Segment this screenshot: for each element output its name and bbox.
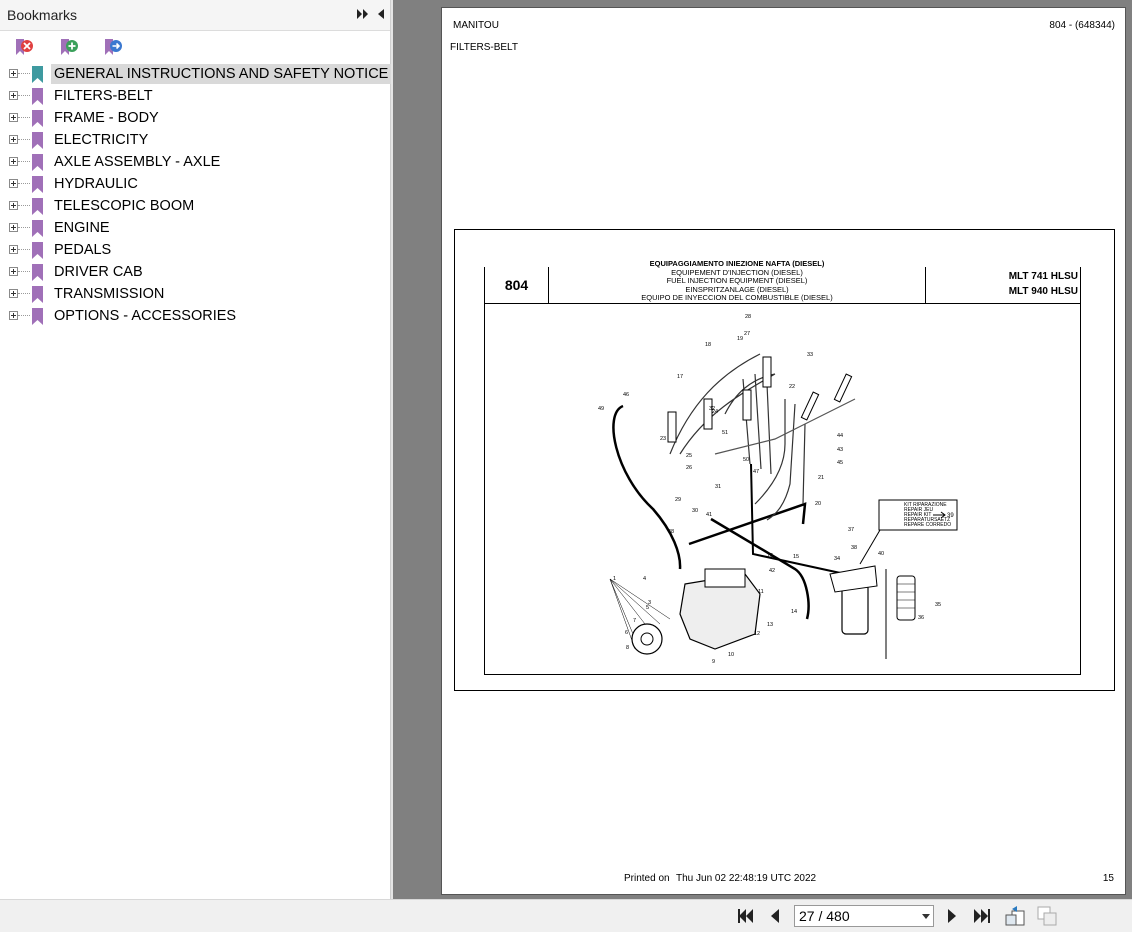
part-number-label: 6 xyxy=(625,630,629,636)
figure-models xyxy=(925,267,1082,303)
figure-header xyxy=(484,259,1081,303)
bookmark-icon xyxy=(31,154,44,171)
expand-panel-icon[interactable] xyxy=(356,7,370,21)
page-selector[interactable] xyxy=(794,905,934,927)
bookmark-item[interactable] xyxy=(0,107,390,129)
part-number-label: 19 xyxy=(737,336,744,342)
bookmark-icon xyxy=(31,176,44,193)
bookmark-item[interactable] xyxy=(0,305,390,327)
part-number-label: 28 xyxy=(745,314,752,320)
printed-date: Thu Jun 02 22:48:19 UTC 2022 xyxy=(676,873,817,884)
bookmarks-title: Bookmarks xyxy=(7,7,78,23)
navigation-bar xyxy=(0,899,1132,932)
bookmark-label[interactable]: ENGINE xyxy=(54,220,110,236)
bookmark-item[interactable] xyxy=(0,261,390,283)
expand-plus-icon[interactable] xyxy=(9,135,18,144)
bookmark-label[interactable]: OPTIONS - ACCESSORIES xyxy=(54,308,237,324)
bookmark-item[interactable] xyxy=(0,195,390,217)
tree-connector xyxy=(18,73,30,74)
part-number-label: 7 xyxy=(633,618,637,624)
figure-title: EINSPRITZANLAGE (DIESEL) xyxy=(685,284,789,294)
bookmark-label[interactable]: TELESCOPIC BOOM xyxy=(54,198,195,214)
bookmarks-header xyxy=(0,0,390,31)
part-number-label: 26 xyxy=(686,465,693,471)
part-number-label: 36 xyxy=(918,615,925,621)
bookmark-icon xyxy=(31,88,44,105)
figure-number: 804 xyxy=(485,267,549,303)
tree-connector xyxy=(18,95,30,96)
fuel-hose xyxy=(689,504,805,544)
part-number-label: 5 xyxy=(646,605,650,611)
expand-plus-icon[interactable] xyxy=(9,201,18,210)
expand-plus-icon[interactable] xyxy=(9,223,18,232)
part-number-label: 40 xyxy=(878,551,885,557)
fuel-injection-diagram xyxy=(484,303,1081,675)
expand-plus-icon[interactable] xyxy=(9,113,18,122)
bookmark-label[interactable]: GENERAL INSTRUCTIONS AND SAFETY NOTICE xyxy=(51,64,391,84)
part-number-label: 34 xyxy=(834,556,841,562)
page-section: FILTERS-BELT xyxy=(450,42,518,53)
bookmark-item[interactable] xyxy=(0,217,390,239)
add-bookmark-icon[interactable] xyxy=(58,36,80,58)
go-back-view-icon[interactable] xyxy=(1004,905,1026,932)
expand-plus-icon[interactable] xyxy=(9,157,18,166)
figure-title: EQUIPEMENT D'INJECTION (DIESEL) xyxy=(671,267,803,277)
kit-label: REPAIR KIT xyxy=(904,512,932,518)
part-number-label: 11 xyxy=(758,589,764,595)
tree-connector xyxy=(18,227,30,228)
page-number: 15 xyxy=(1102,873,1114,884)
part-number-label: 41 xyxy=(706,512,713,518)
expand-plus-icon[interactable] xyxy=(9,311,18,320)
tree-connector xyxy=(18,315,30,316)
page-brand: MANITOU xyxy=(453,20,499,31)
part-number-label: 18 xyxy=(705,342,712,348)
bookmark-item[interactable] xyxy=(0,85,390,107)
part-number-label: 38 xyxy=(851,545,858,551)
part-number-label: 29 xyxy=(675,497,682,503)
part-number-label: 15 xyxy=(793,554,800,560)
bookmark-item[interactable] xyxy=(0,283,390,305)
bookmark-icon xyxy=(31,308,44,325)
part-number-label: 27 xyxy=(744,331,751,337)
bookmark-item[interactable] xyxy=(0,129,390,151)
part-number-label: 25 xyxy=(686,453,693,459)
go-forward-view-icon[interactable] xyxy=(1036,905,1058,932)
figure-title: EQUIPAGGIAMENTO INIEZIONE NAFTA (DIESEL) xyxy=(649,259,825,268)
part-number-label: 10 xyxy=(728,652,735,658)
figure-frame xyxy=(454,229,1115,691)
kit-label: REPARE CORREDO xyxy=(904,522,952,528)
part-number-label: 1 xyxy=(613,576,617,582)
tree-connector xyxy=(18,293,30,294)
part-number-label: 14 xyxy=(791,609,798,615)
tree-connector xyxy=(18,249,30,250)
part-number-label: 32 xyxy=(709,406,716,412)
printed-label: Printed on xyxy=(624,873,670,884)
bookmark-label[interactable]: PEDALS xyxy=(54,242,112,258)
part-number-label: 24 xyxy=(712,409,719,415)
bookmark-label[interactable]: DRIVER CAB xyxy=(54,264,143,280)
kit-label: REPAIR JEU xyxy=(904,507,934,513)
figure-title: EQUIPO DE INYECCION DEL COMBUSTIBLE (DIESEL) xyxy=(641,293,833,302)
first-page-icon[interactable] xyxy=(736,907,754,930)
bookmark-item[interactable] xyxy=(0,151,390,173)
bookmarks-panel xyxy=(0,0,391,899)
bookmark-icon xyxy=(31,66,44,83)
bookmark-tree xyxy=(0,63,390,327)
bookmark-label[interactable]: FRAME - BODY xyxy=(54,110,159,126)
part-number-label: 33 xyxy=(807,352,814,358)
expand-plus-icon[interactable] xyxy=(9,179,18,188)
bookmark-icon xyxy=(31,132,44,149)
part-number-label: 49 xyxy=(598,406,605,412)
previous-page-icon[interactable] xyxy=(768,907,782,930)
part-number-label: 13 xyxy=(767,622,774,628)
part-number-label: 31 xyxy=(715,484,722,490)
part-number-label: 42 xyxy=(769,568,776,574)
bookmark-icon xyxy=(31,242,44,259)
bookmark-icon xyxy=(31,286,44,303)
collapse-panel-icon[interactable] xyxy=(374,7,388,21)
part-number-label: 9 xyxy=(712,659,716,665)
part-number-label: 22 xyxy=(789,384,796,390)
part-number-label: 30 xyxy=(692,508,699,514)
bookmark-icon xyxy=(31,198,44,215)
pdf-page xyxy=(441,7,1126,895)
expand-plus-icon[interactable] xyxy=(9,91,18,100)
last-page-icon[interactable] xyxy=(973,907,991,930)
part-number-label: 20 xyxy=(815,501,822,507)
tree-connector xyxy=(18,271,30,272)
part-number-label: 44 xyxy=(837,433,844,439)
bookmark-label[interactable]: TRANSMISSION xyxy=(54,286,165,302)
part-number-label: 50 xyxy=(743,457,750,463)
bookmark-label[interactable]: FILTERS-BELT xyxy=(54,88,153,104)
expand-plus-icon[interactable] xyxy=(9,69,18,78)
page-number-input[interactable] xyxy=(799,907,909,925)
kit-label: KIT RIPARAZIONE xyxy=(904,502,947,508)
tree-connector xyxy=(18,139,30,140)
part-number-label: 47 xyxy=(753,469,760,475)
bookmark-icon xyxy=(31,110,44,127)
part-number-label: 35 xyxy=(935,602,942,608)
bookmark-label[interactable]: ELECTRICITY xyxy=(54,132,149,148)
bookmark-item[interactable] xyxy=(0,63,390,85)
part-number-label: 23 xyxy=(660,436,667,442)
chevron-down-icon[interactable] xyxy=(922,914,930,919)
bookmark-item[interactable] xyxy=(0,173,390,195)
tree-connector xyxy=(18,183,30,184)
model-label: MLT 940 HLSU xyxy=(1008,286,1078,297)
tree-connector xyxy=(18,117,30,118)
bookmark-label[interactable]: AXLE ASSEMBLY - AXLE xyxy=(54,154,221,170)
kit-label: REPARATURSAETZ xyxy=(904,517,951,523)
bookmarks-toolbar xyxy=(0,31,390,63)
bookmark-label[interactable]: HYDRAULIC xyxy=(54,176,138,192)
bookmark-icon xyxy=(31,220,44,237)
part-number-label: 4 xyxy=(643,576,647,582)
bookmark-icon xyxy=(31,264,44,281)
expand-plus-icon[interactable] xyxy=(9,245,18,254)
tree-connector xyxy=(18,205,30,206)
part-number-label: 17 xyxy=(677,374,684,380)
figure-titles xyxy=(549,260,925,303)
kit-ref: 39 xyxy=(947,513,954,519)
part-number-label: 37 xyxy=(848,527,855,533)
part-number-label: 45 xyxy=(837,460,844,466)
page-ref: 804 - (648344) xyxy=(1049,20,1115,31)
tree-connector xyxy=(18,161,30,162)
part-number-label: 51 xyxy=(722,430,729,436)
expand-plus-icon[interactable] xyxy=(9,267,18,276)
part-number-label: 16 xyxy=(767,553,774,559)
bookmark-item[interactable] xyxy=(0,239,390,261)
figure-title: FUEL INJECTION EQUIPMENT (DIESEL) xyxy=(666,276,808,285)
part-number-label: 46 xyxy=(623,392,630,398)
part-number-label: 21 xyxy=(818,475,825,481)
part-number-label: 3 xyxy=(648,600,652,606)
goto-bookmark-icon[interactable] xyxy=(102,36,124,58)
next-page-icon[interactable] xyxy=(945,907,959,930)
delete-bookmark-icon[interactable] xyxy=(13,36,35,58)
part-number-label: 8 xyxy=(626,645,630,651)
part-number-label: 43 xyxy=(837,447,844,453)
model-label: MLT 741 HLSU xyxy=(1008,271,1078,282)
part-number-label: 48 xyxy=(668,529,675,535)
expand-plus-icon[interactable] xyxy=(9,289,18,298)
part-number-label: 12 xyxy=(754,631,761,637)
